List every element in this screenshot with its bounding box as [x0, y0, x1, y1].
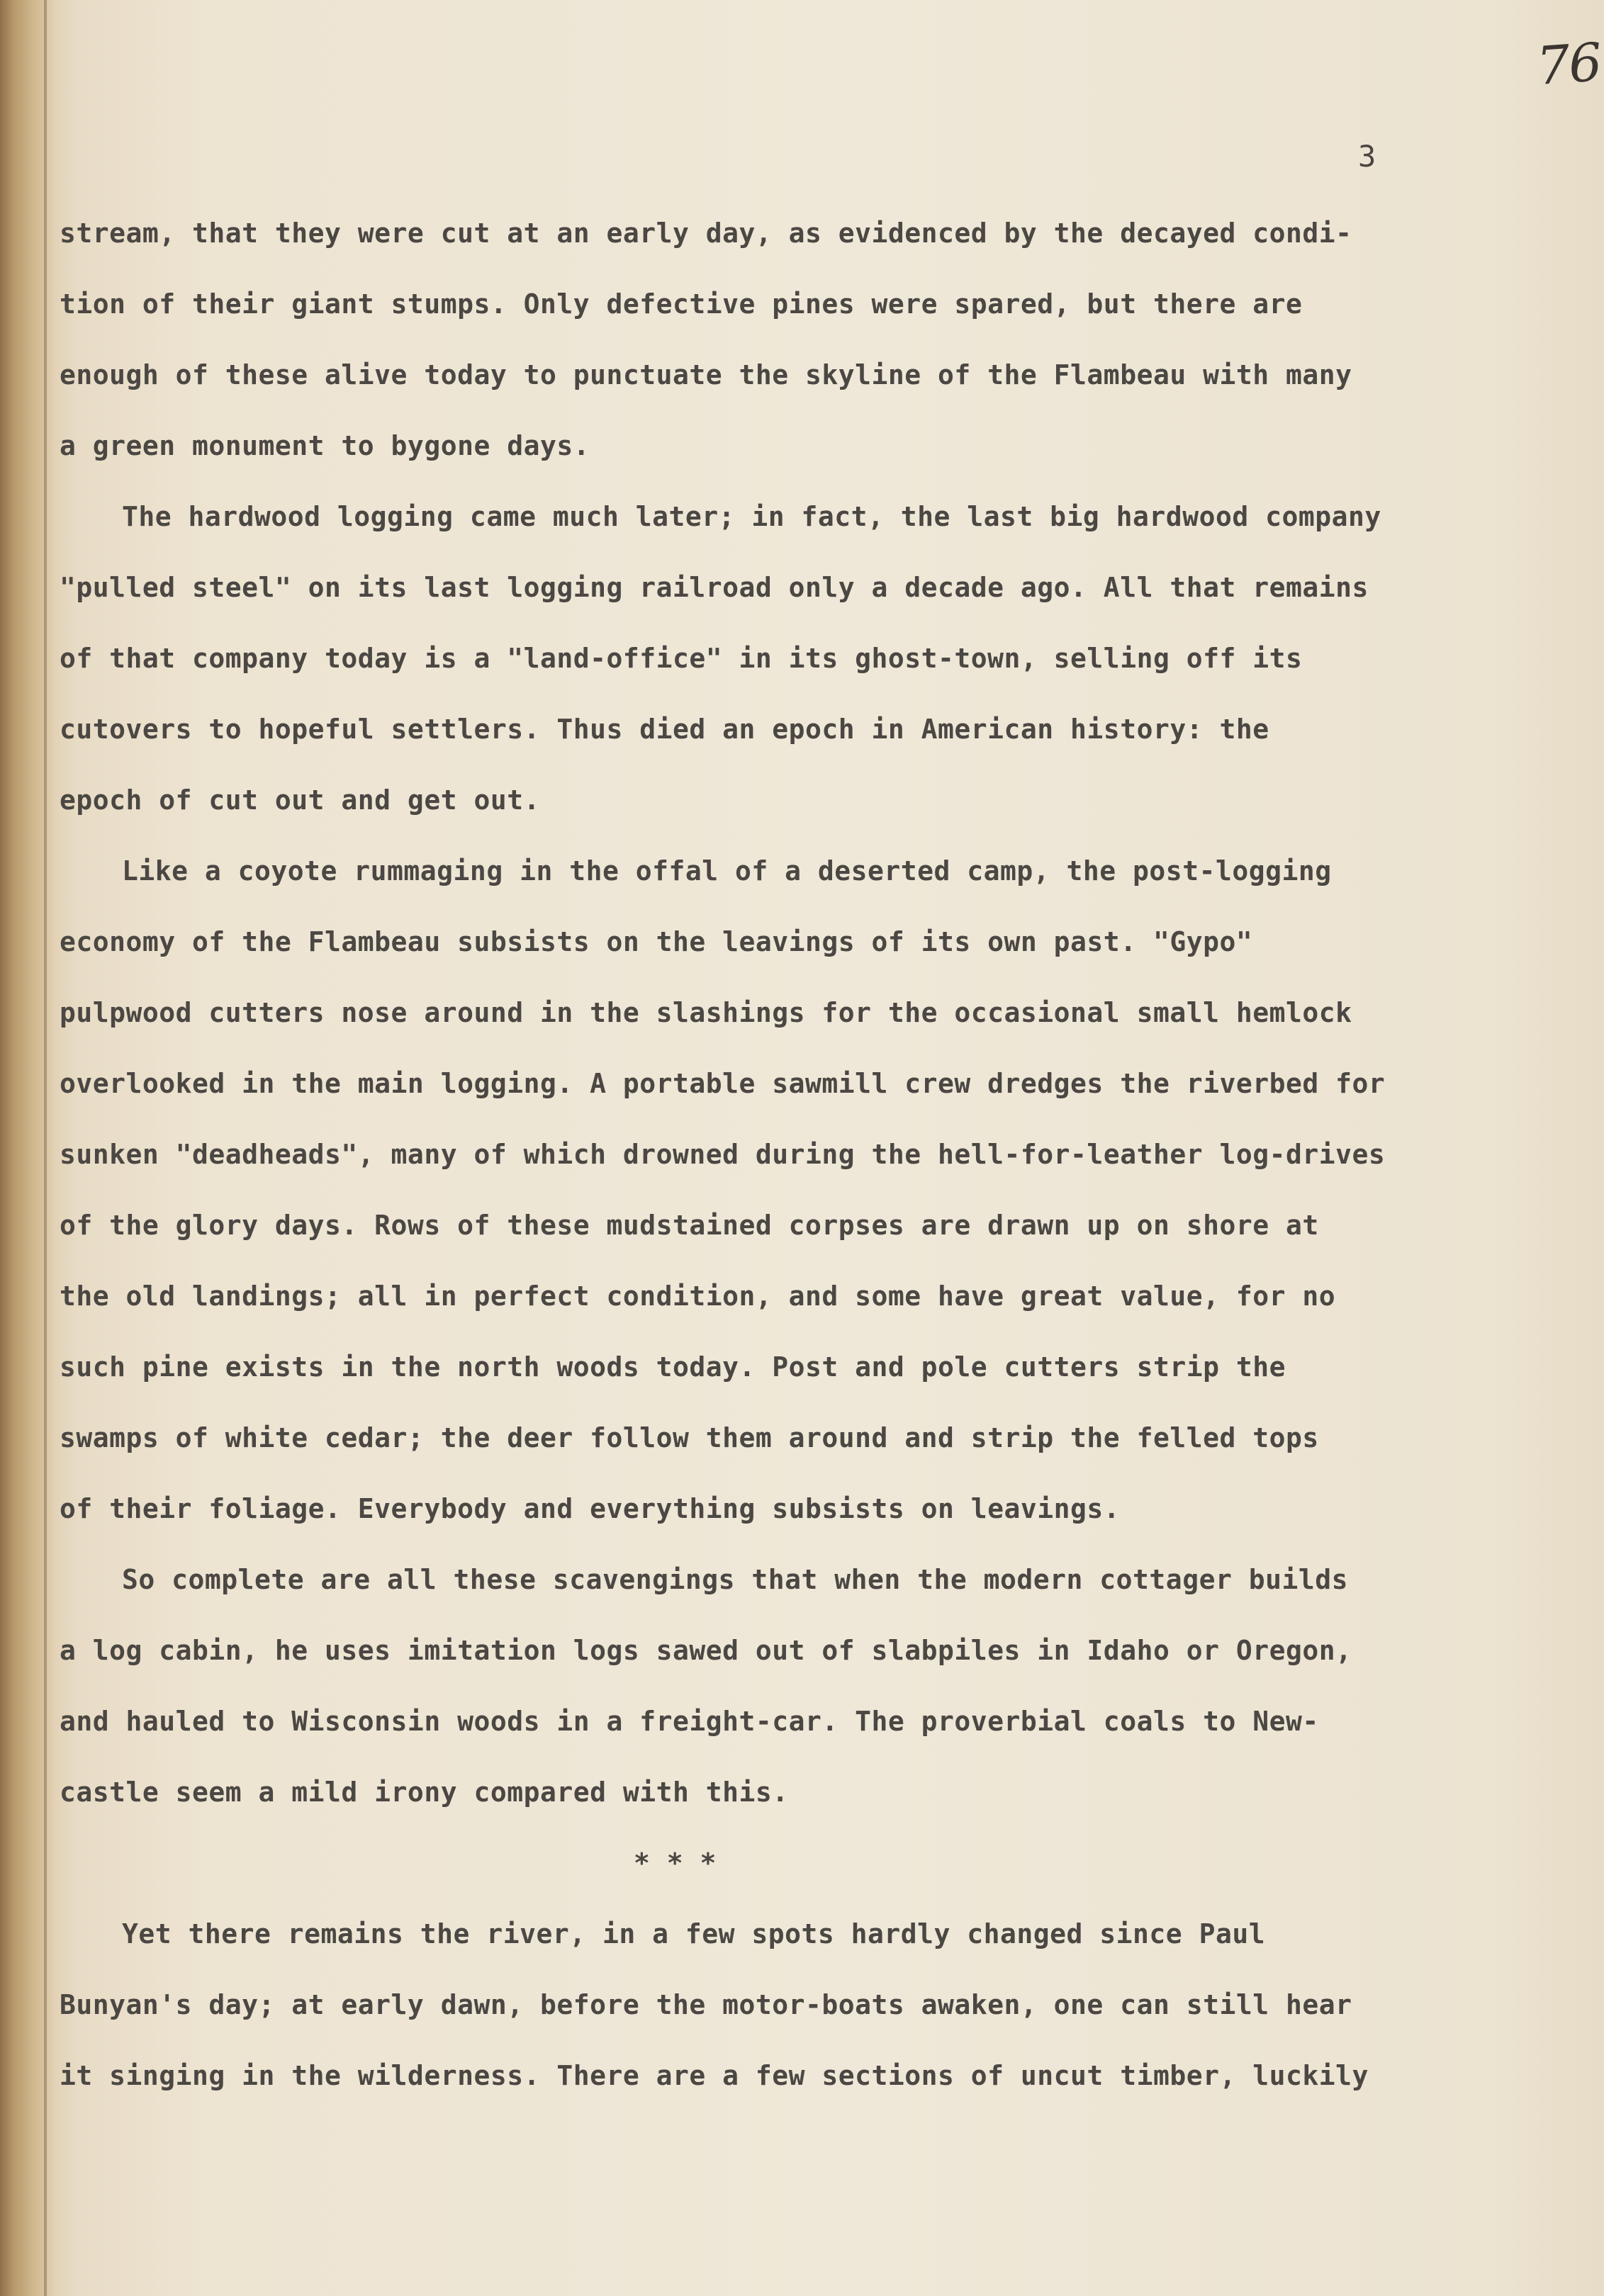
text-line: overlooked in the main logging. A portable sawmill crew dredges the riverbed for [60, 1068, 1386, 1099]
text-line: of their foliage. Everybody and everything subsists on leavings. [60, 1493, 1121, 1524]
typed-page-number: 3 [1358, 139, 1376, 174]
text-line: a log cabin, he uses imitation logs sawed out of slabpiles in Idaho or Oregon, [60, 1635, 1352, 1666]
text-line: the old landings; all in perfect condition, and some have great value, for no [60, 1281, 1336, 1312]
text-line: of the glory days. Rows of these mudstained corpses are drawn up on shore at [60, 1210, 1319, 1241]
text-line: enough of these alive today to punctuate the skyline of the Flambeau with many [60, 359, 1352, 390]
text-line: castle seem a mild irony compared with this. [60, 1777, 789, 1808]
paragraph-start-line: The hardwood logging came much later; in fact, the last big hardwood company [122, 501, 1381, 532]
binding-edge [44, 0, 47, 2296]
section-separator: * * * [634, 1847, 717, 1879]
paragraph-start-line: Like a coyote rummaging in the offal of a deserted camp, the post-logging [122, 855, 1332, 887]
binding-shadow [0, 0, 55, 2296]
text-line: and hauled to Wisconsin woods in a freight-car. The proverbial coals to New- [60, 1706, 1319, 1737]
text-line: a green monument to bygone days. [60, 430, 590, 461]
paragraph-start-line: So complete are all these scavengings that when the modern cottager builds [122, 1564, 1348, 1595]
text-line: "pulled steel" on its last logging railroad only a decade ago. All that remains [60, 572, 1369, 603]
text-line: cutovers to hopeful settlers. Thus died an epoch in American history: the [60, 714, 1269, 745]
text-line: pulpwood cutters nose around in the slashings for the occasional small hemlock [60, 997, 1352, 1028]
text-line: such pine exists in the north woods today. Post and pole cutters strip the [60, 1351, 1286, 1383]
text-line: economy of the Flambeau subsists on the leavings of its own past. "Gypo" [60, 926, 1253, 957]
paragraph-start-line: Yet there remains the river, in a few spots hardly changed since Paul [122, 1918, 1266, 1949]
text-line: tion of their giant stumps. Only defective pines were spared, but there are [60, 288, 1303, 320]
text-line: stream, that they were cut at an early day, as evidenced by the decayed condi- [60, 218, 1352, 249]
handwritten-folio-number: 76 [1535, 31, 1603, 98]
text-line: of that company today is a "land-office" in its ghost-town, selling off its [60, 643, 1303, 674]
typescript-body [60, 211, 1498, 2125]
text-line: epoch of cut out and get out. [60, 784, 540, 816]
text-line: sunken "deadheads", many of which drowned during the hell-for-leather log-drives [60, 1139, 1386, 1170]
text-line: it singing in the wilderness. There are a few sections of uncut timber, luckily [60, 2060, 1369, 2091]
text-line: swamps of white cedar; the deer follow them around and strip the felled tops [60, 1422, 1319, 1453]
text-line: Bunyan's day; at early dawn, before the motor-boats awaken, one can still hear [60, 1989, 1352, 2020]
